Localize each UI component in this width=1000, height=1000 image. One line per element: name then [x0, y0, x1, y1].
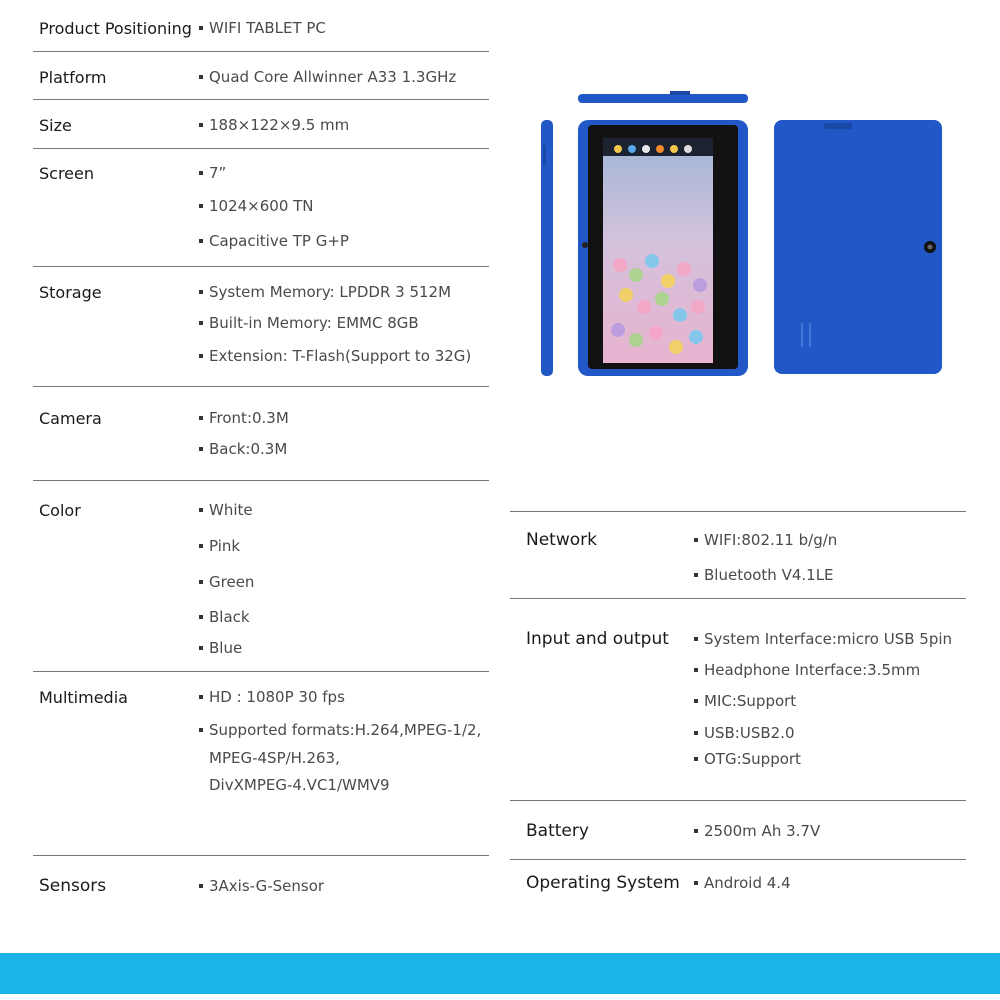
divider: [33, 855, 489, 856]
value-battery: 2500m Ah 3.7V: [694, 817, 820, 845]
label-input-output: Input and output: [526, 629, 669, 649]
divider: [33, 266, 489, 267]
value-screen-resolution: 1024×600 TN: [199, 192, 314, 220]
label-product-positioning: Product Positioning: [39, 19, 192, 38]
value-color-black: Black: [199, 603, 250, 631]
value-sensors: 3Axis-G-Sensor: [199, 872, 324, 900]
value-io-otg: OTG:Support: [694, 745, 801, 773]
divider: [33, 671, 489, 672]
value-color-green: Green: [199, 568, 254, 596]
label-size: Size: [39, 116, 72, 135]
value-operating-system: Android 4.4: [694, 869, 791, 897]
value-multimedia-formats-3: DivXMPEG-4.VC1/WMV9: [209, 776, 390, 794]
value-multimedia-hd: HD : 1080P 30 fps: [199, 683, 345, 711]
value-storage-extension: Extension: T-Flash(Support to 32G): [199, 342, 471, 370]
divider: [33, 148, 489, 149]
divider: [33, 51, 489, 52]
tablet-product-image: [530, 85, 950, 385]
label-sensors: Sensors: [39, 876, 107, 896]
divider: [510, 859, 966, 860]
value-color-pink: Pink: [199, 532, 240, 560]
label-storage: Storage: [39, 283, 102, 302]
value-multimedia-formats: Supported formats:H.264,MPEG-1/2,: [199, 716, 481, 744]
value-network-wifi: WIFI:802.11 b/g/n: [694, 526, 837, 554]
footer-stripe: [0, 953, 1000, 994]
label-battery: Battery: [526, 821, 589, 841]
divider: [510, 598, 966, 599]
value-multimedia-formats-2: MPEG-4SP/H.263,: [209, 749, 340, 767]
value-platform: Quad Core Allwinner A33 1.3GHz: [199, 63, 456, 91]
value-network-bluetooth: Bluetooth V4.1LE: [694, 561, 834, 589]
value-size: 188×122×9.5 mm: [199, 111, 349, 139]
value-io-headphone: Headphone Interface:3.5mm: [694, 656, 920, 684]
value-product-positioning: WIFI TABLET PC: [199, 14, 326, 42]
label-operating-system: Operating System: [526, 873, 680, 893]
value-camera-back: Back:0.3M: [199, 435, 287, 463]
label-color: Color: [39, 501, 81, 520]
divider: [33, 480, 489, 481]
divider: [33, 386, 489, 387]
divider: [510, 511, 966, 512]
label-platform: Platform: [39, 68, 107, 87]
label-screen: Screen: [39, 164, 95, 183]
value-storage-system: System Memory: LPDDR 3 512M: [199, 278, 451, 306]
label-camera: Camera: [39, 409, 102, 428]
label-network: Network: [526, 530, 597, 550]
value-io-mic: MIC:Support: [694, 687, 796, 715]
value-storage-builtin: Built-in Memory: EMMC 8GB: [199, 309, 419, 337]
value-screen-touch: Capacitive TP G+P: [199, 227, 349, 255]
value-io-usb: USB:USB2.0: [694, 719, 795, 747]
divider: [33, 99, 489, 100]
value-screen-size: 7”: [199, 159, 226, 187]
value-color-white: White: [199, 496, 253, 524]
value-color-blue: Blue: [199, 634, 242, 662]
divider: [510, 800, 966, 801]
value-camera-front: Front:0.3M: [199, 404, 289, 432]
value-io-system: System Interface:micro USB 5pin: [694, 625, 952, 653]
label-multimedia: Multimedia: [39, 688, 128, 707]
